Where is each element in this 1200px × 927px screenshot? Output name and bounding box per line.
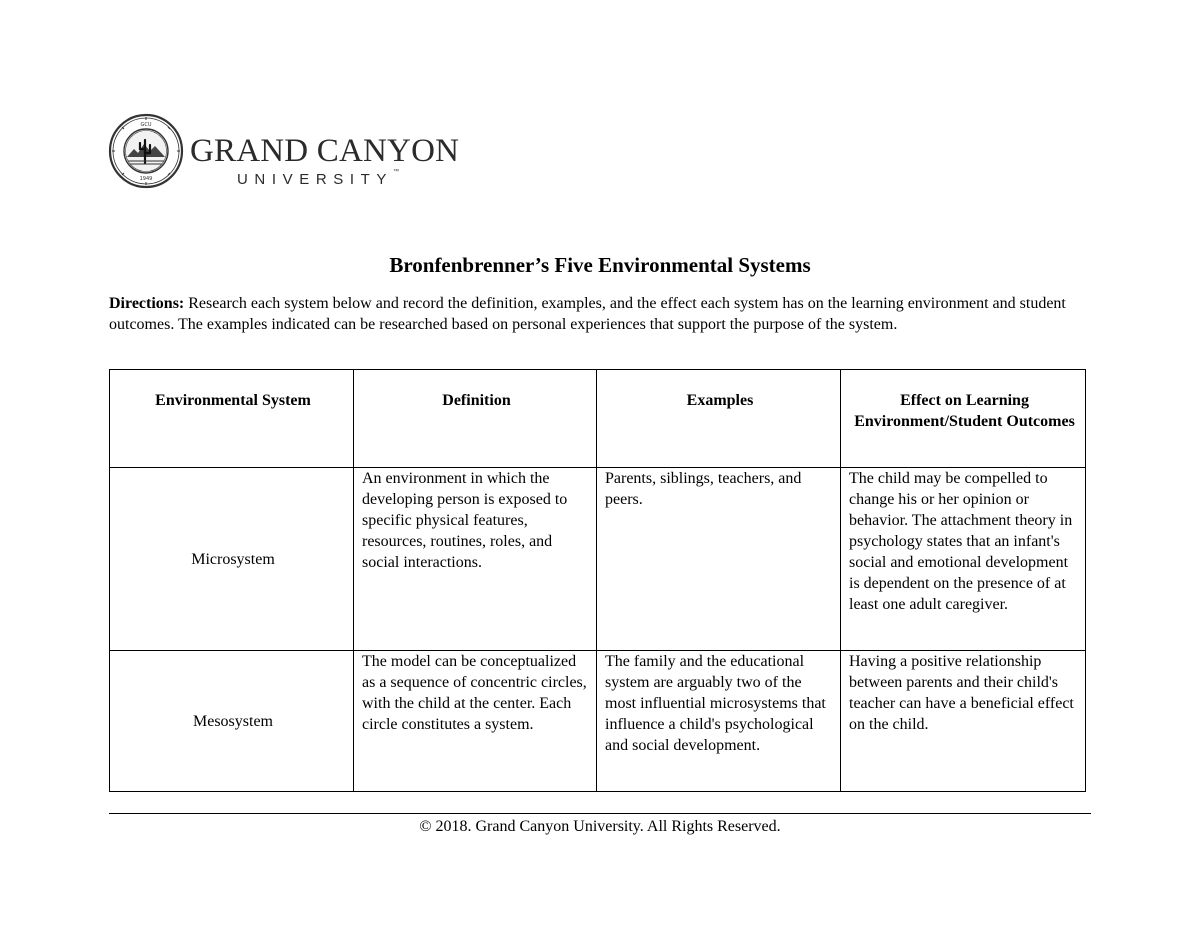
table-row	[110, 651, 1086, 792]
directions-text: Research each system below and record the definition, examples, and the effect each system has on the learning environment and student outcomes. The examples indicated can be researched based on personal experiences that support the purpose of the system.	[109, 295, 1066, 333]
effect-cell: The child may be compelled to change his or her opinion or behavior. The attachment theory in psychology states that an infant's social and emotional development is dependent on the presence of at least one adult caregiver.	[841, 468, 1086, 651]
footer-divider	[109, 813, 1091, 814]
university-logo	[108, 113, 460, 189]
examples-cell: The family and the educational system are arguably two of the most influential microsystems that influence a child's psychological and social development.	[597, 651, 841, 792]
header-examples: Examples	[597, 370, 841, 468]
systems-table	[109, 369, 1086, 792]
examples-cell: Parents, siblings, teachers, and peers.	[597, 468, 841, 651]
definition-cell: The model can be conceptualized as a sequence of concentric circles, with the child at the center. Each circle constitutes a system.	[354, 651, 597, 792]
effect-cell: Having a positive relationship between parents and their child's teacher can have a beneficial effect on the child.	[841, 651, 1086, 792]
table-row	[110, 468, 1086, 651]
directions-label: Directions:	[109, 295, 185, 312]
svg-text:GCU: GCU	[140, 122, 152, 128]
definition-cell: An environment in which the developing person is exposed to specific physical features, resources, routines, roles, and social interactions.	[354, 468, 597, 651]
logo-wordmark: GRAND CANYON	[190, 133, 460, 169]
svg-text:1949: 1949	[139, 176, 153, 182]
directions-paragraph	[109, 293, 1089, 335]
system-name: Mesosystem	[110, 651, 354, 792]
footer-copyright: © 2018. Grand Canyon University. All Rights Reserved.	[419, 818, 781, 835]
header-environmental-system: Environmental System	[110, 370, 354, 468]
header-effect: Effect on Learning Environment/Student Outcomes	[841, 370, 1086, 468]
university-seal-icon	[108, 113, 184, 189]
logo-subword: UNIVERSITY™	[237, 169, 400, 188]
header-definition: Definition	[354, 370, 597, 468]
table-header-row	[110, 370, 1086, 468]
system-name: Microsystem	[110, 468, 354, 651]
page-title: Bronfenbrenner’s Five Environmental Systems	[389, 253, 811, 277]
